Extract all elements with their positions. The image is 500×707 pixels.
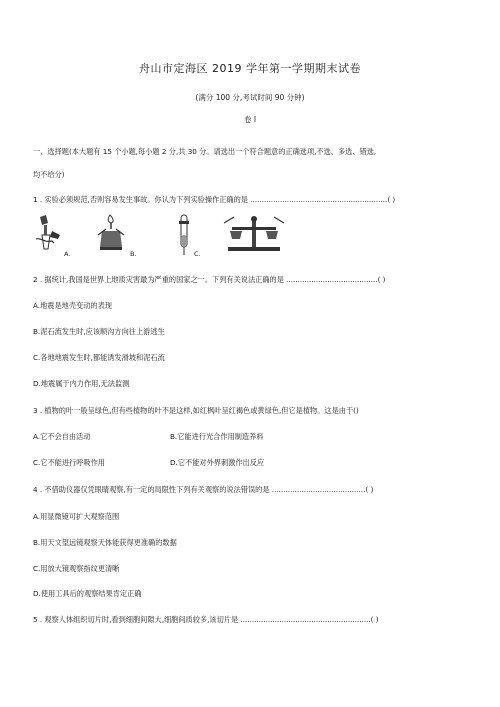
- question-3-stem: 3 . 植物的叶一般呈绿色,但有些植物的叶不是这样,如红枫叶呈红褐色或黄绿色,但它是植物。这是由于(): [33, 406, 359, 415]
- question-3-option-b: B.它能进行光合作用制造养料: [170, 432, 264, 441]
- figure-label-b: B.: [130, 250, 137, 258]
- section-heading: 一、选择题(本大题有 15 个小题,每小题 2 分,共 30 分。请选出一个符合题意的正确选项,不选、多选、错选,: [33, 147, 377, 156]
- question-4-option-a: A.用显微镜可扩大观察范围: [33, 512, 120, 521]
- question-1-figures: [34, 213, 294, 263]
- figure-a-dropper-icon: [34, 213, 62, 253]
- question-2-option-b: B.泥石流发生时,应该顺沟方向往上游逃生: [33, 327, 165, 336]
- exam-title: 舟山市定海区 2019 学年第一学期期末试卷: [139, 62, 361, 75]
- question-4-option-d: D.使用工具后的观察结果肯定正确: [33, 589, 142, 598]
- question-3-option-d: D.它不能对外界刺激作出反应: [170, 458, 265, 467]
- figure-label-a: A.: [64, 250, 71, 258]
- question-5-stem: 5 . 观察人体组织切片时,看到细胞间隙大,细胞间质较多,该切片是 .........................................................( ): [33, 615, 379, 624]
- figure-label-c: C.: [194, 250, 201, 258]
- question-2-option-d: D.地震属于内力作用,无法监测: [33, 379, 130, 388]
- exam-subtitle: (满分 100 分,考试时间 90 分钟): [195, 93, 305, 102]
- question-2-option-c: C.各地地震发生时,都能诱发滑坡和泥石流: [33, 353, 165, 362]
- question-3-option-a: A.它不会自由活动: [33, 432, 91, 441]
- question-1-stem: 1 . 实验必须规范,否则容易发生事故。你认为下列实验操作正确的是 ............................................................( ): [33, 195, 396, 204]
- question-4-option-b: B.用天文望远镜观察天体能获得更准确的数据: [33, 538, 177, 547]
- question-2-option-a: A.地震是地壳变动的表现: [33, 301, 112, 310]
- figure-b-lamp-icon: [96, 213, 126, 253]
- volume-label: 卷 I: [243, 115, 257, 124]
- question-4-stem: 4 . 不借助仪器仅凭眼睛观察,有一定的局限性下列有关观察的说法错误的是 .........................................( ): [33, 485, 374, 494]
- section-heading-continued: 均不给分): [33, 170, 65, 179]
- figure-d-balance-icon: [222, 213, 286, 255]
- question-2-stem: 2 . 据统计,我国是世界上地质灾害最为严重的国家之一。下列有关说法正确的是 ........................................( ): [33, 275, 386, 284]
- question-4-option-c: C.用放大镜观察指纹更清晰: [33, 564, 120, 573]
- question-3-option-c: C.它不能进行呼吸作用: [33, 458, 105, 467]
- figure-c-test-tube-icon: [174, 213, 194, 257]
